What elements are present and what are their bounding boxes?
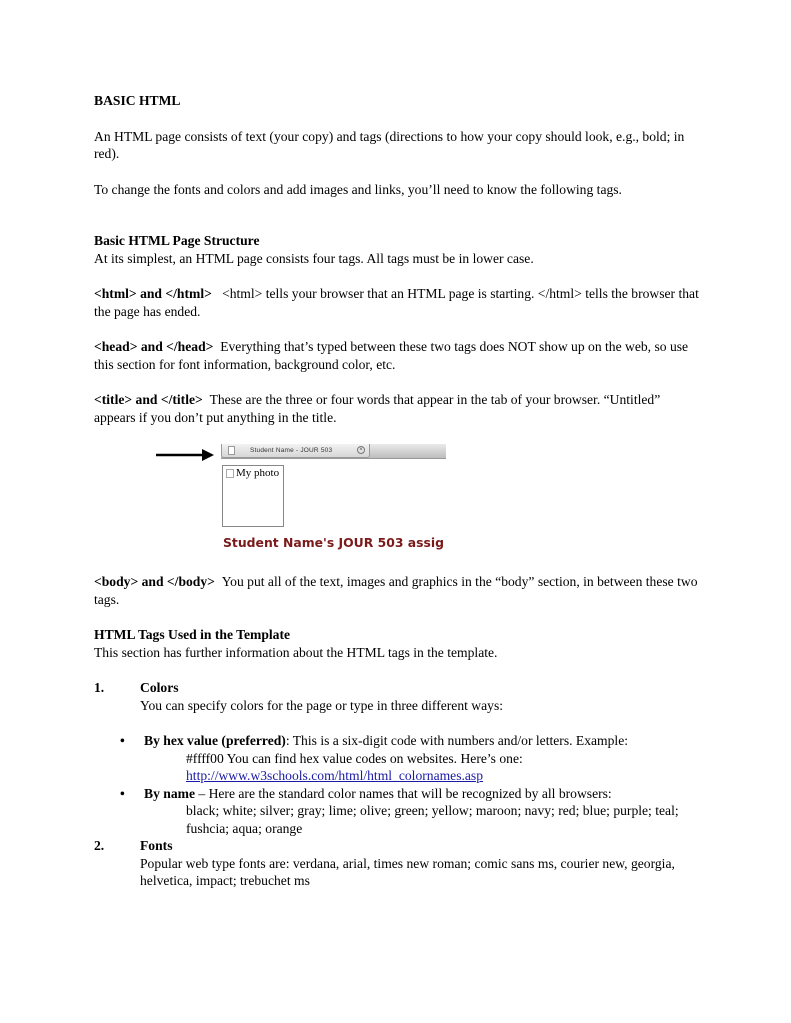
body-tag-paragraph <box>94 573 704 608</box>
photo-alt-text: My photo <box>236 467 280 479</box>
structure-heading: Basic HTML Page Structure <box>94 233 260 248</box>
structure-text: At its simplest, an HTML page consists four tags. All tags must be in lower case. <box>94 250 534 266</box>
hex-text: : This is a six-digit code with numbers and/or letters. Example: <box>285 733 629 748</box>
intro-paragraph-1: An HTML page consists of text (your copy) and tags (directions to how your copy should look, e.g., bold; in red). <box>94 128 685 161</box>
colors-heading: Colors <box>140 680 179 695</box>
colors-section <box>94 679 704 714</box>
list-item <box>94 785 704 838</box>
colors-text: You can specify colors for the page or type in three different ways: <box>140 697 504 713</box>
html-tag-label: <html> and </html> <box>94 286 212 301</box>
body-tag-text: You put all of the text, images and graphics in the “body” section, in between these two tags. <box>94 574 698 607</box>
name-text: – Here are the standard color names that will be recognized by all browsers: <box>194 785 612 801</box>
fonts-text: Popular web type fonts are: verdana, arial, times new roman; comic sans ms, courier new, georgia, helvetica, impact; trebuchet ms <box>140 855 675 888</box>
photo-placeholder <box>222 465 284 527</box>
screenshot-page-heading: Student Name's JOUR 503 assig <box>223 535 444 550</box>
structure-section <box>94 232 704 267</box>
document-icon <box>228 446 235 455</box>
browser-tab <box>221 444 370 458</box>
body-tag-label: <body> and </body> <box>94 574 215 589</box>
document-page <box>94 92 704 890</box>
title-tag-text: These are the three or four words that appear in the tab of your browser. “Untitled” appears if you don’t put anything in the title. <box>94 392 661 425</box>
head-tag-text: Everything that’s typed between these two tags does NOT show up on the web, so use this section for font information, background color, etc. <box>94 339 689 372</box>
color-methods-list <box>94 732 704 837</box>
hex-detail: #ffff00 You can find hex value codes on websites. Here’s one: <box>186 750 523 766</box>
hex-label: By hex value (preferred) <box>144 733 286 748</box>
fonts-heading: Fonts <box>140 838 173 853</box>
template-text: This section has further information about the HTML tags in the template. <box>94 644 498 660</box>
html-tag-paragraph <box>94 285 704 320</box>
title-tag-paragraph <box>94 391 704 426</box>
name-label: By name <box>144 785 195 801</box>
name-detail: black; white; silver; gray; lime; olive; green; yellow; maroon; navy; red; blue; purple; teal; fushcia; aqua; orange <box>186 803 679 836</box>
doc-title: BASIC HTML <box>94 93 181 108</box>
title-tag-label: <title> and </title> <box>94 392 203 407</box>
fonts-number: 2. <box>94 838 105 853</box>
html-tag-text: <html> tells your browser that an HTML page is starting. </html> tells the browser that the page has ended. <box>94 286 699 319</box>
bullet-icon: • <box>120 785 125 801</box>
template-section <box>94 626 704 661</box>
browser-screenshot <box>94 434 704 568</box>
arrow-right-icon <box>156 448 214 462</box>
list-item <box>94 732 704 785</box>
bullet-icon: • <box>120 733 125 748</box>
broken-image-icon <box>226 469 234 478</box>
intro-paragraph-2: To change the fonts and colors and add images and links, you’ll need to know the following tags. <box>94 181 622 197</box>
close-icon: × <box>357 446 365 454</box>
head-tag-label: <head> and </head> <box>94 339 214 354</box>
head-tag-paragraph <box>94 338 704 373</box>
colors-number: 1. <box>94 680 105 695</box>
fonts-section <box>94 837 704 890</box>
w3schools-link[interactable]: http://www.w3schools.com/html/html_colornames.asp <box>186 768 484 783</box>
browser-tab-title: Student Name - JOUR 503 <box>250 447 333 454</box>
template-heading: HTML Tags Used in the Template <box>94 627 291 642</box>
browser-tab-bar <box>221 444 446 459</box>
